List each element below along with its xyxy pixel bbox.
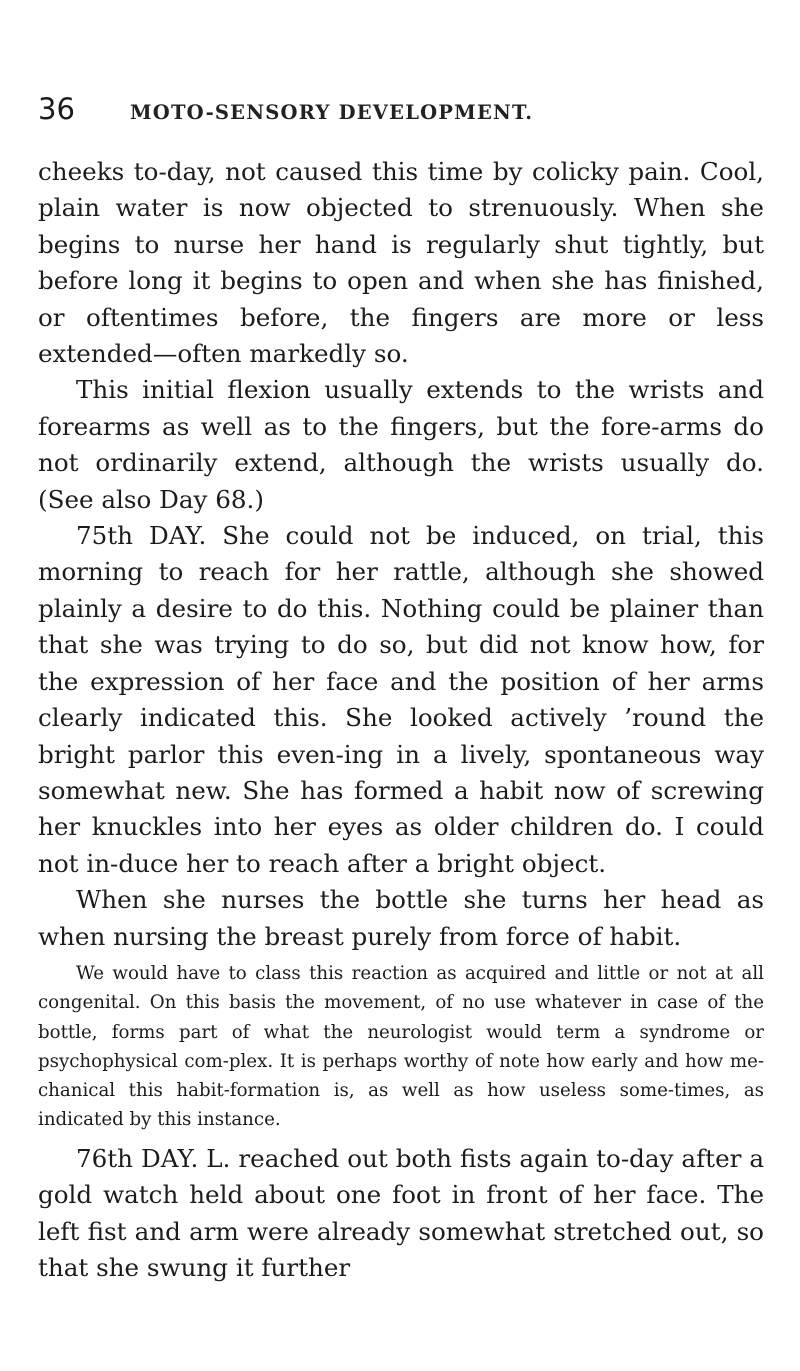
page-number: 36 xyxy=(38,92,75,126)
small-print-note: We would have to class this reaction as acquired and little or not at all congenital. On this basis the movement, of no use whatever in case of the bottle, forms part of what the neurologist would term a syndrome or psychophysical com-plex. It is perhaps worthy of note how early and how me-chanical this habit-formation is, as well as how useless some-times, as indicated by this instance. xyxy=(38,962,764,1131)
paragraph-day-76: 76th DAY. L. reached out both fists again to-day after a gold watch held about one foot in front of her face. The left fist and arm were already somewhat stretched out, so that she swung it further xyxy=(38,1143,764,1282)
book-page xyxy=(38,92,764,1286)
paragraph-day-75: 75th DAY. She could not be induced, on trial, this morning to reach for her rattle, although she showed plainly a desire to do this. Nothing could be plainer than that she was trying to do so, but did not know how, for the expression of her face and the position of her arms clearly indicated this. She looked actively ’round the bright parlor this even-ing in a lively, spontaneous way somewhat new. She has formed a habit now of screwing her knuckles into her eyes as older children do. I could not in-duce her to reach after a bright object. xyxy=(38,521,764,878)
paragraph-bottle-nursing: When she nurses the bottle she turns her head as when nursing the breast purely from force of habit. xyxy=(38,885,764,951)
paragraph-initial-flexion: This initial flexion usually extends to the wrists and forearms as well as to the fingers, but the fore-arms do not ordinarily extend, although the wrists usually do. (See also Day 68.) xyxy=(38,375,764,514)
paragraph-continued: cheeks to-day, not caused this time by colicky pain. Cool, plain water is now objected to strenuously. When she begins to nurse her hand is regularly shut tightly, but before long it begins to open and when she has finished, or oftentimes before, the fingers are more or less extended—often markedly so. xyxy=(38,157,764,369)
running-title: MOTO-SENSORY DEVELOPMENT. xyxy=(130,101,534,124)
running-head xyxy=(38,92,764,142)
